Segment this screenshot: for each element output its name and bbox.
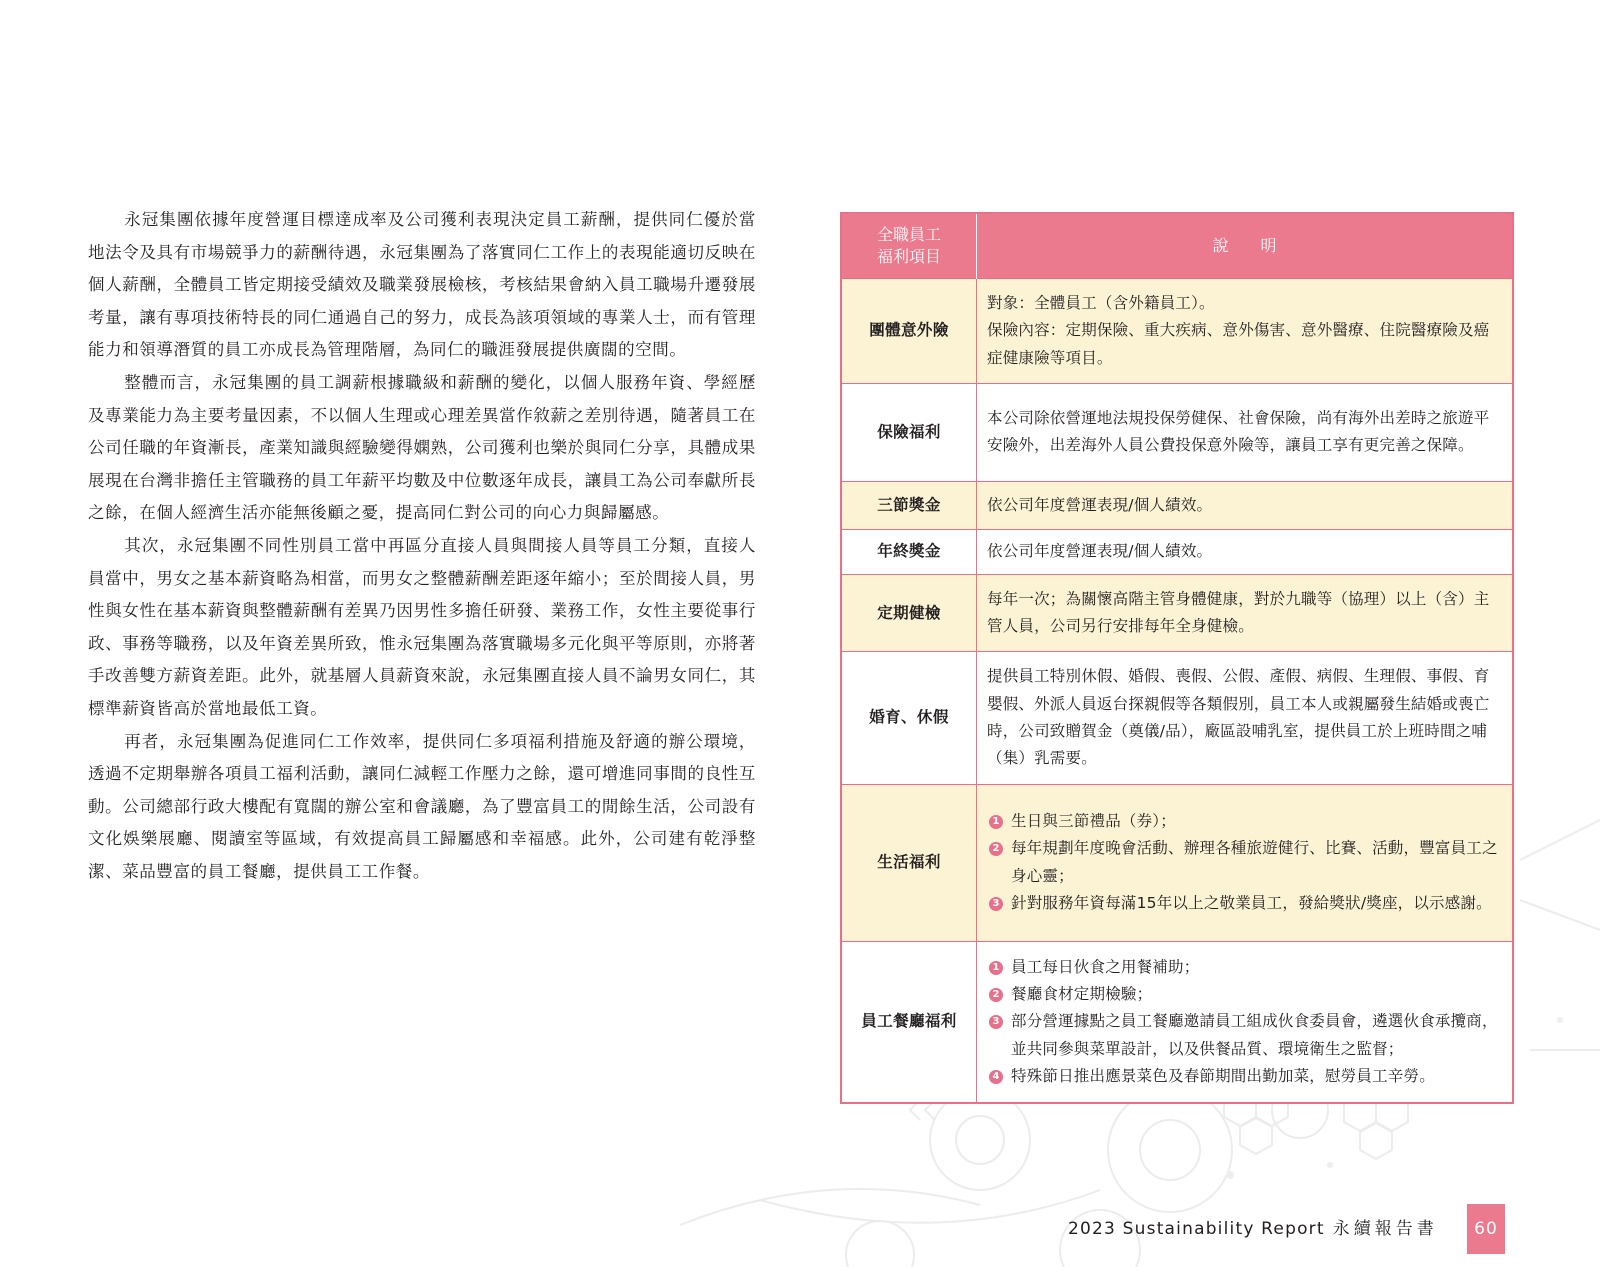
header-benefit-item [841, 213, 977, 279]
list-item-text: 部分營運據點之員工餐廳邀請員工組成伙食委員會，遴選伙食承攬商，並共同參與菜單設計，以及供餐品質、環境衛生之監督； [1011, 1012, 1498, 1058]
list-item-text: 餐廳食材定期檢驗； [1011, 984, 1153, 1003]
benefit-item: 婚育、休假 [841, 652, 977, 784]
table-row [841, 652, 1513, 784]
body-paragraph-1: 永冠集團依據年度營運目標達成率及公司獲利表現決定員工薪酬，提供同仁優於當地法令及具有市場競爭力的薪酬待遇，永冠集團為了落實同仁工作上的表現能適切反映在個人薪酬，全體員工皆定期接受績效及職業發展檢核，考核結果會納入員工職場升遷發展考量，讓有專項技術特長的同仁通過自己的努力，成長為該項領域的專業人士，而有管理能力和領導潛質的員工亦成長為管理階層，為同仁的職涯發展提供廣闊的空間。 [88, 210, 756, 360]
list-item [987, 954, 1502, 981]
table-row [841, 784, 1513, 941]
description-text: 每年一次；為關懷高階主管身體健康，對於九職等（協理）以上（含）主管人員，公司另行安排每年全身健檢。 [987, 589, 1490, 636]
numbered-list [987, 808, 1502, 917]
number-badge-icon: 2 [989, 988, 1003, 1002]
number-badge-icon: 3 [989, 1015, 1003, 1029]
benefits-table [840, 212, 1514, 1104]
benefit-description: 依公司年度營運表現/個人績效。 [977, 529, 1514, 574]
header-item-line2: 福利項目 [876, 247, 941, 266]
list-item-text: 每年規劃年度晚會活動、辦理各種旅遊健行、比賽、活動，豐富員工之身心靈； [1011, 839, 1498, 885]
list-item-text: 生日與三節禮品（券）； [1011, 812, 1176, 831]
benefit-item: 三節獎金 [841, 481, 977, 529]
number-badge-icon: 1 [989, 815, 1003, 829]
benefit-description [977, 383, 1514, 481]
benefit-item: 保險福利 [841, 383, 977, 481]
number-badge-icon: 1 [989, 961, 1003, 975]
benefit-description [977, 784, 1514, 941]
benefit-description [977, 652, 1514, 784]
number-badge-icon: 2 [989, 842, 1003, 856]
benefit-description [977, 279, 1514, 384]
table-row [841, 279, 1513, 384]
list-item [987, 835, 1502, 890]
table-row [841, 481, 1513, 529]
benefit-description [977, 574, 1514, 652]
table-row [841, 383, 1513, 481]
number-badge-icon: 3 [989, 897, 1003, 911]
list-item-text: 特殊節日推出應景菜色及春節期間出勤加菜，慰勞員工辛勞。 [1011, 1066, 1435, 1085]
description-text: 對象：全體員工（含外籍員工）。 保險內容：定期保險、重大疾病、意外傷害、意外醫療、住院醫療險及癌症健康險等項目。 [987, 294, 1490, 367]
list-item [987, 1008, 1502, 1063]
list-item [987, 890, 1502, 917]
table-row [841, 529, 1513, 574]
list-item [987, 1063, 1502, 1090]
list-item [987, 981, 1502, 1008]
page-number: 60 [1467, 1204, 1505, 1254]
body-text [88, 204, 756, 888]
table-header-row [841, 213, 1513, 279]
list-item-text: 員工每日伙食之用餐補助； [1011, 957, 1200, 976]
header-description: 說 明 [977, 213, 1514, 279]
table-row [841, 941, 1513, 1103]
body-paragraph-4: 再者，永冠集團為促進同仁工作效率，提供同仁多項福利措施及舒適的辦公環境，透過不定期舉辦各項員工福利活動，讓同仁減輕工作壓力之餘，還可增進同事間的良性互動。公司總部行政大樓配有寬闊的辦公室和會議廳，為了豐富員工的閒餘生活，公司設有文化娛樂展廳、閱讀室等區域，有效提高員工歸屬感和幸福感。此外，公司建有乾淨整潔、菜品豐富的員工餐廳，提供員工工作餐。 [88, 731, 756, 881]
report-subtitle: 永續報告書 [1332, 1219, 1438, 1239]
report-title: 2023 Sustainability Report [1068, 1219, 1325, 1239]
footer-report-title [1068, 1214, 1438, 1239]
table-row [841, 574, 1513, 652]
description-text: 提供員工特別休假、婚假、喪假、公假、產假、病假、生理假、事假、育嬰假、外派人員返台探親假等各類假別，員工本人或親屬發生結婚或喪亡時，公司致贈賀金（奠儀/品），廠區設哺乳室，提供員工於上班時間之哺（集）乳需要。 [987, 667, 1490, 768]
benefit-description [977, 941, 1514, 1103]
list-item [987, 808, 1502, 835]
list-item-text: 針對服務年資每滿15年以上之敬業員工，發給獎狀/獎座，以示感謝。 [1011, 893, 1492, 912]
header-item-line1: 全職員工 [876, 225, 941, 244]
benefit-description: 依公司年度營運表現/個人績效。 [977, 481, 1514, 529]
description-text: 本公司除依營運地法規投保勞健保、社會保險，尚有海外出差時之旅遊平安險外，出差海外人員公費投保意外險等，讓員工享有更完善之保障。 [987, 409, 1490, 455]
numbered-list [987, 954, 1502, 1090]
benefit-item: 員工餐廳福利 [841, 941, 977, 1103]
body-paragraph-2: 整體而言，永冠集團的員工調薪根據職級和薪酬的變化，以個人服務年資、學經歷及專業能力為主要考量因素，不以個人生理或心理差異當作敘薪之差別待遇，隨著員工在公司任職的年資漸長，產業知識與經驗變得嫻熟，公司獲利也樂於與同仁分享，具體成果展現在台灣非擔任主管職務的員工年薪平均數及中位數逐年成長，讓員工為公司奉獻所長之餘，在個人經濟生活亦能無後顧之憂，提高同仁對公司的向心力與歸屬感。 [88, 372, 756, 523]
benefit-item: 團體意外險 [841, 279, 977, 384]
benefit-item: 生活福利 [841, 784, 977, 941]
number-badge-icon: 4 [989, 1070, 1003, 1084]
benefit-item: 年終獎金 [841, 529, 977, 574]
body-paragraph-3: 其次，永冠集團不同性別員工當中再區分直接人員與間接人員等員工分類，直接人員當中，男女之基本薪資略為相當，而男女之整體薪酬差距逐年縮小；至於間接人員，男性與女性在基本薪資與整體薪酬有差異乃因男性多擔任研發、業務工作，女性主要從事行政、事務等職務，以及年資差異所致，惟永冠集團為落實職場多元化與平等原則，亦將著手改善雙方薪資差距。此外，就基層人員薪資來說，永冠集團直接人員不論男女同仁，其標準薪資皆高於當地最低工資。 [88, 535, 756, 718]
benefit-item: 定期健檢 [841, 574, 977, 652]
